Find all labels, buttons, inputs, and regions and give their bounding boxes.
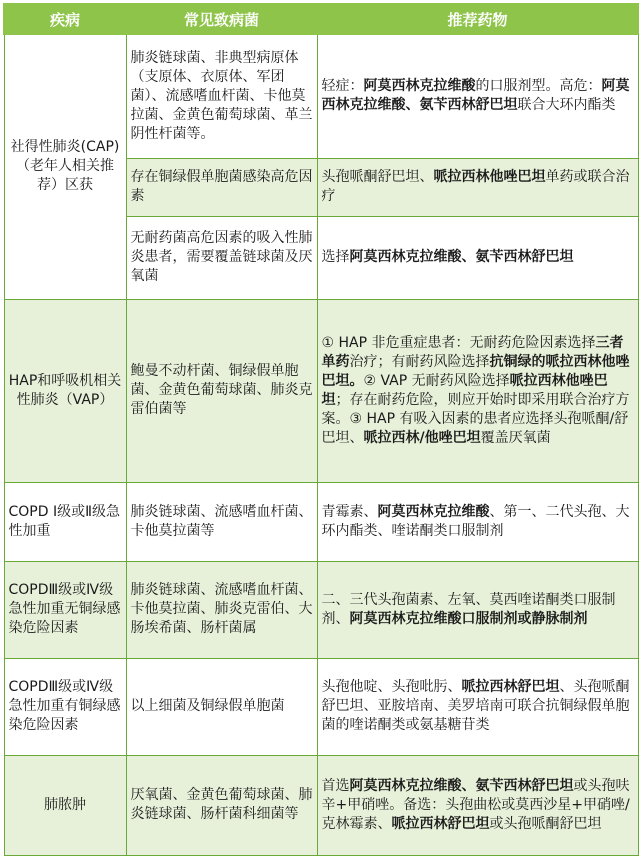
drug-text: 的口服剂型。 [475, 78, 560, 95]
drug-highlight: 哌拉西林他唑巴坦 [321, 372, 608, 408]
header-pathogens: 常见致病菌 [126, 4, 317, 34]
drug-highlight: 阿莫西林克拉维酸口服制剂或静脉制剂 [349, 610, 588, 627]
drug-text: 首选 [321, 777, 350, 794]
drug-text: 、头孢哌酮舒巴坦、亚胺培南、美罗培南可联合抗铜绿假单胞菌的喹诺酮类或氨基糖苷类 [321, 679, 630, 733]
table-row [4, 561, 638, 658]
drug-highlight: 阿莫西林克拉维酸 [363, 78, 476, 95]
drug-cell [317, 482, 638, 561]
drug-highlight: 哌拉西林舒巴坦 [461, 679, 560, 695]
drug-text: 二、三代头孢菌素、左氧、莫西喹诺酮类口服制剂、 [321, 591, 616, 627]
drug-text: 治疗；有耐药风险选择 [349, 353, 490, 370]
disease-cell: COPDⅢ级或Ⅳ级急性加重有铜绿感染危险因素 [4, 658, 126, 755]
drug-cell [317, 755, 638, 855]
header-drugs: 推荐药物 [317, 4, 638, 34]
disease-cell: 肺脓肿 [4, 755, 126, 855]
table-row [4, 658, 638, 755]
disease-cell: HAP和呼吸机相关性肺炎（VAP） [4, 299, 126, 482]
pathogen-cell: 肺炎链球菌、流感嗜血杆菌、卡他莫拉菌等 [126, 482, 317, 561]
drug-text: 选择 [321, 249, 350, 265]
drug-highlight: 阿莫西林克拉维酸 [377, 503, 490, 520]
pathogen-cell: 厌氧菌、金黄色葡萄球菌、肺炎链球菌、肠杆菌科细菌等 [126, 755, 317, 855]
disease-cell: COPDⅢ级或Ⅳ级急性加重无铜绿感染危险因素 [4, 561, 126, 658]
drug-cell [317, 158, 638, 216]
drug-text: 头孢哌酮舒巴坦、 [321, 169, 434, 185]
drug-text: 联合大环内酯类 [517, 97, 616, 114]
pathogen-cell: 存在铜绿假单胞菌感染高危因素 [126, 158, 317, 216]
pathogen-cell: 无耐药菌高危因素的吸入性肺炎患者，需要覆盖链球菌及厌氧菌 [126, 216, 317, 299]
pathogen-cell: 鲍曼不动杆菌、铜绿假单胞菌、金黄色葡萄球菌、肺炎克雷伯菌等 [126, 299, 317, 482]
drug-highlight: 哌拉西林/他唑巴坦 [363, 429, 481, 446]
drug-text: 轻症： [321, 78, 364, 95]
drug-text: 高危： [559, 78, 602, 95]
table-row [4, 34, 638, 158]
drug-text: 单药或联合治疗 [321, 169, 630, 204]
disease-cell: 社得性肺炎(CAP)（老年人相关推荐）区获 [4, 34, 126, 299]
drug-cell [317, 216, 638, 299]
drug-highlight: 抗铜绿的哌拉西林他唑巴坦。 [321, 353, 630, 389]
drug-text: 头孢他啶、头孢吡肟、 [321, 679, 462, 695]
drug-highlight: 阿莫西林克拉维酸、氨苄西林舒巴坦 [349, 777, 574, 794]
table-row [4, 755, 638, 855]
drug-text: ；存在耐药危险，则应开始时即采用联合治疗方案。③ HAP 有吸入因素的患者应选择头孢哌酮/舒巴坦、 [321, 391, 630, 446]
drug-highlight: 三者单药 [321, 334, 624, 370]
drug-highlight: 哌拉西林舒巴坦 [391, 815, 490, 832]
drug-highlight: 阿莫西林克拉维酸、氨苄西林舒巴坦 [321, 78, 630, 114]
antibiotic-recommendation-table [3, 3, 639, 856]
pathogen-cell: 以上细菌及铜绿假单胞菌 [126, 658, 317, 755]
drug-cell [317, 561, 638, 658]
table-row [4, 299, 638, 482]
drug-text: 或头孢哌酮舒巴坦 [489, 815, 602, 832]
drug-text: 、第一、二代头孢、大环内酯类、喹诺酮类口服制剂 [321, 503, 630, 539]
pathogen-cell: 肺炎链球菌、非典型病原体（支原体、衣原体、军团菌）、流感嗜血杆菌、卡他莫拉菌、金黄色葡萄球菌、革兰阴性杆菌等。 [126, 34, 317, 158]
drug-text: ① HAP 非危重症患者：无耐药危险因素选择 [321, 334, 596, 351]
drug-text: ② VAP 无耐药风险选择 [363, 372, 510, 389]
table-header-row [4, 4, 638, 34]
drug-highlight: 哌拉西林他唑巴坦 [433, 169, 546, 185]
table-row [4, 482, 638, 561]
drug-cell [317, 658, 638, 755]
header-disease: 疾病 [4, 4, 126, 34]
drug-cell [317, 34, 638, 158]
drug-text: 覆盖厌氧菌 [480, 429, 551, 446]
drug-highlight: 阿莫西林克拉维酸、氨苄西林舒巴坦 [349, 249, 574, 265]
disease-cell: COPD Ⅰ级或Ⅱ级急性加重 [4, 482, 126, 561]
drug-cell [317, 299, 638, 482]
drug-text: 或头孢呋辛+甲硝唑。备选：头孢曲松或莫西沙星+甲硝唑/克林霉素、 [321, 777, 630, 832]
pathogen-cell: 肺炎链球菌、流感嗜血杆菌、卡他莫拉菌、肺炎克雷伯、大肠埃希菌、肠杆菌属 [126, 561, 317, 658]
drug-text: 青霉素、 [321, 503, 378, 520]
